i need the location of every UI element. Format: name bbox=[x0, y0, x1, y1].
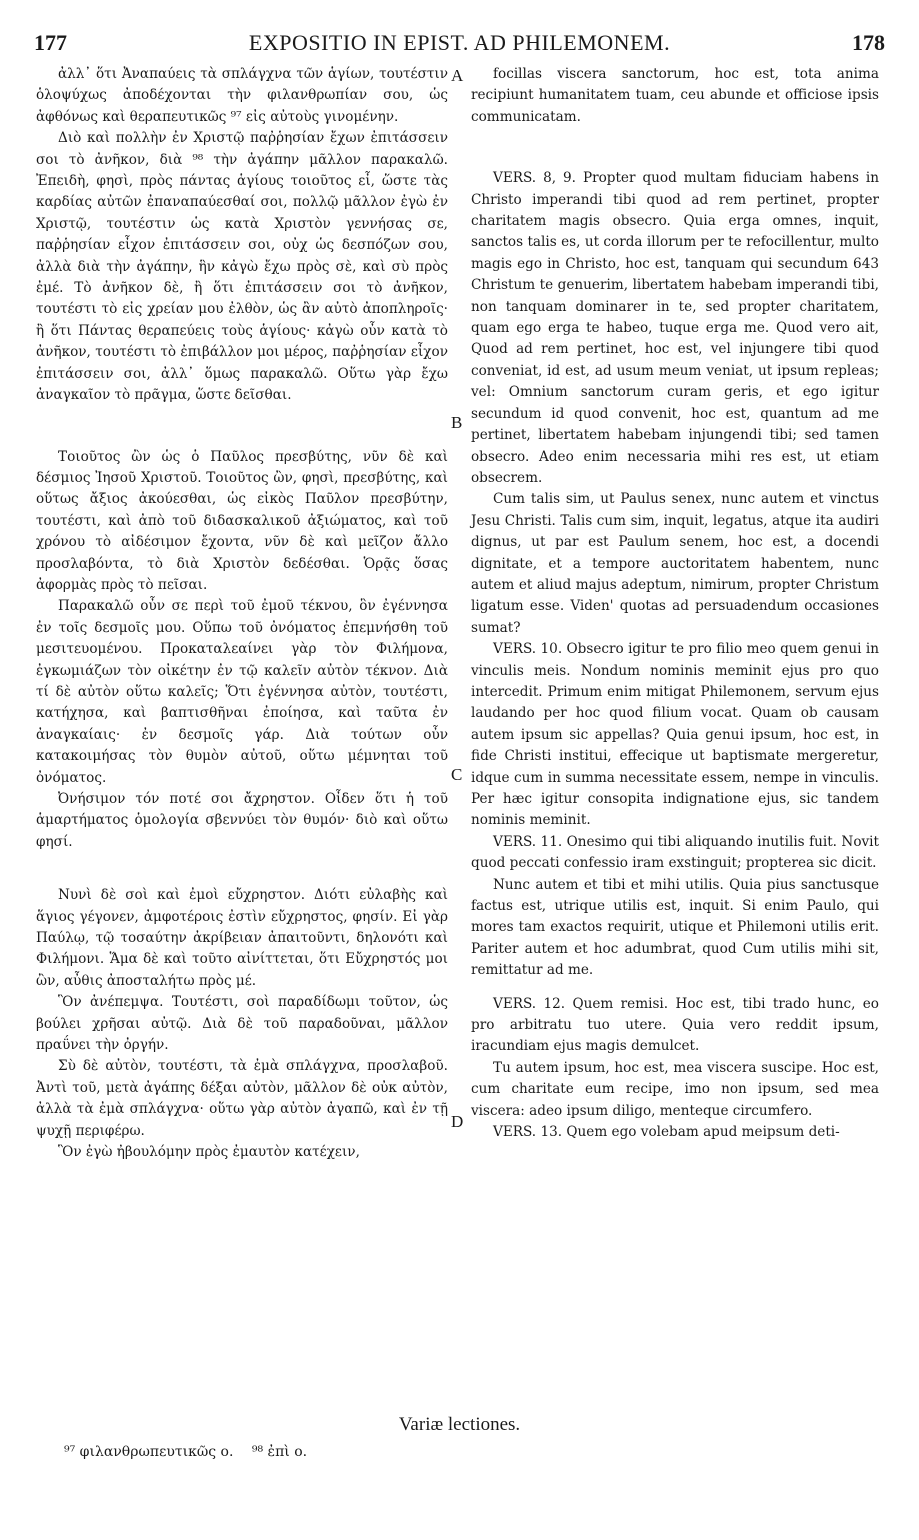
running-title: EXPOSITIO IN EPIST. AD PHILEMONEM. bbox=[248, 30, 671, 55]
paragraph-spacer bbox=[471, 982, 879, 994]
paragraph: Tu autem ipsum, hoc est, mea viscera suscipe. Hoc est, cum charitate eum recipe, imo non ipsum, sed mea viscera: adeo ipsum diligo, menteque circumfero. bbox=[471, 1059, 879, 1119]
page-number-left: 177 bbox=[34, 30, 67, 55]
paragraph: ἀλλ᾽ ὅτι Ἀναπαύεις τὰ σπλάγχνα τῶν ἁγίων, τουτέστιν ὁλοψύχως ἀποδέχονται τὴν φιλανθρωπίαν σου, ὡς ἀφθόνως καὶ θεραπευτικῶς ⁹⁷ εἰς αὐτοὺς γινομένην. bbox=[36, 66, 448, 125]
paragraph: Νυνὶ δὲ σοὶ καὶ ἐμοὶ εὔχρηστον. Διότι εὐλαβὴς καὶ ἅγιος γέγονεν, ἀμφοτέροις ἐστὶν εὔχρηστος, φησίν. Εἰ γὰρ Παύλῳ, τῷ τοσαύτην ἀκρίβειαν ἀπαιτοῦντι, δηλονότι καὶ Φιλήμονι. Ἅμα δὲ καὶ τοῦτο αἰνίττεται, ὅτι Εὔχρηστός μοι ὢν, αὖθις ἀποσταλήτω πρὸς μέ. bbox=[36, 887, 448, 989]
section-marker-c: C bbox=[451, 765, 463, 784]
paragraph: Nunc autem et tibi et mihi utilis. Quia pius sanctusque factus est, utrique utilis est, inquit. Si enim Paulo, qui mores tam exactos requirit, utique et Philemoni utilis erit. Pariter autem et hoc adumbrat, quod Cum utilis mihi sit, remittatur ad me. bbox=[471, 876, 879, 979]
greek-column bbox=[36, 64, 448, 1164]
section-marker-b: B bbox=[451, 413, 463, 432]
paragraph: focillas viscera sanctorum, hoc est, tota anima recipiunt humanitatem tuam, ceu abunde et officiose ipsis communicatam. bbox=[471, 66, 879, 125]
paragraph: Διὸ καὶ πολλὴν ἐν Χριστῷ παῤῥησίαν ἔχων ἐπιτάσσειν σοι τὸ ἀνῆκον, διὰ ⁹⁸ τὴν ἀγάπην μᾶλλον παρακαλῶ. Ἐπειδὴ, φησὶ, πρὸς πάντας ἁγίους τοιοῦτος εἶ, ὥστε τὰς καρδίας αὐτῶν ἐπαναπαύεσθαί σοι, πολλῷ μᾶλλον ἐγὼ ἐν Χριστῷ, τουτέστιν ὡς κατὰ Χριστὸν γεννήσας σε, παῤῥησίαν εἶχον ἐπιτάσσειν σοι, οὐχ ὡς δεσπόζων σου, ἀλλὰ διὰ τὴν ἀγάπην, ἣν κἀγὼ ἔχω πρὸς σὲ, καὶ σὺ πρὸς ἐμέ. Τὸ ἀνῆκον δὲ, ἢ ὅτι ἐπιτάσσειν σοι τὸ ἀνῆκον, τουτέστι τὸ εἰς χρείαν μου ἐλθὸν, ὡς ἂν αὐτὸ ἀποπληροῖς· ἢ ὅτι Πάντας θεραπεύεις τοὺς ἁγίους· κἀγὼ οὖν κατὰ τὸ ἀνῆκον, τουτέστι τὸ ἐπιβάλλον μοι μέρος, παῤῥησίαν εἶχον ἐπιτάσσειν σοι, ἀλλ᾽ ὅμως παρακαλῶ. Οὕτω γὰρ ἔχω ἀναγκαῖον τὸ πρᾶγμα, ὥστε δεῖσθαι. bbox=[36, 130, 448, 404]
paragraph: Ὃν ἐγὼ ἠβουλόμην πρὸς ἐμαυτὸν κατέχειν, bbox=[58, 1144, 360, 1161]
variae-lectiones-notes bbox=[64, 1444, 321, 1460]
running-header bbox=[34, 30, 885, 56]
section-marker-a: A bbox=[451, 66, 464, 85]
paragraph-spacer bbox=[471, 128, 879, 168]
paragraph: VERS. 12. Quem remisi. Hoc est, tibi trado hunc, eo pro arbitratu tuo utere. Quia vero reddit ipsum, iracundiam ejus magis demulcet. bbox=[471, 995, 879, 1055]
paragraph-spacer bbox=[36, 407, 448, 447]
variant-note: ⁹⁸ ἐπὶ ο. bbox=[251, 1444, 308, 1460]
paragraph: VERS. 11. Onesimo qui tibi aliquando inutilis fuit. Novit quod peccati confessio iram exstinguit; propterea sic dicit. bbox=[471, 833, 879, 872]
variant-note: ⁹⁷ φιλανθρωπευτικῶς ο. bbox=[64, 1444, 234, 1460]
paragraph: Παρακαλῶ οὖν σε περὶ τοῦ ἐμοῦ τέκνου, ὃν ἐγέννησα ἐν τοῖς δεσμοῖς μου. Οὕπω τοῦ ὀνόματος ἐπεμνήσθη τοῦ μεσιτευομένου. Προκαταλεαίνει γὰρ τὸν Φιλήμονα, ἐγκωμιάζων τὸν οἰκέτην ἐν τῷ καλεῖν αὐτὸν τέκνον. Διὰ τί δὲ αὐτὸν οὕτω καλεῖς; Ὅτι ἐγέννησα αὐτὸν, τουτέστι, κατήχησα, καὶ βαπτισθῆναι ἐποίησα, καὶ ταῦτα ἐν ἀναγκαίαις· ἐν δεσμοῖς γάρ. Διὰ τούτων οὖν κατακοιμήσας τὸν θυμὸν αὐτοῦ, οὕτω μέμνηται τοῦ ὀνόματος. bbox=[36, 598, 448, 786]
page-number-right: 178 bbox=[852, 30, 885, 55]
paragraph-spacer bbox=[36, 853, 448, 885]
paragraph: VERS. 8, 9. Propter quod multam fiduciam habens in Christo imperandi tibi quod ad rem pertinet, propter charitatem magis obsecro. Quia erga omnes, inquit, sanctos talis es, ut corda illorum per te refocillentur, multo magis ego in Christo, hoc est, tanquam qui secundum 643 Christum te genuerim, libertatem habebam imperandi tibi, non tanquam dominarer in te, sed propter charitatem, quam ego erga te habeo, tuque erga me. Quod vero ait, Quod ad rem pertinet, hoc est, vel injungere tibi quod conveniat, id est, ad usum meum veniat, ut ipsum repleas; vel: Omnium sanctorum curam geris, et ego igitur secundum id quod convenit, hoc est, quantum ad me pertinet, libertatem habebam injungendi tibi; sed tamen obsecro. Adeo enim necessaria mihi res est, ut etiam obsecrem. bbox=[471, 170, 879, 486]
paragraph: Cum talis sim, ut Paulus senex, nunc autem et vinctus Jesu Christi. Talis cum sim, inquit, legatus, atque ita audiri dignus, ut par est Paulum senem, hoc est, a docendi dignitate, et a tempore auctoritatem habentem, nunc autem et aliud majus adeptum, nimirum, propter Christum ligatum esse. Viden' quotas ad persuadendum occasiones sumat? bbox=[471, 491, 879, 636]
latin-column bbox=[471, 64, 879, 1144]
paragraph: Ὃν ἀνέπεμψα. Τουτέστι, σοὶ παραδίδωμι τοῦτον, ὡς βούλει χρῆσαι αὐτῷ. Διὰ δὲ τοῦ παραδοῦναι, μᾶλλον πραΰνει τὴν ὀργήν. bbox=[36, 994, 448, 1054]
paragraph: Τοιοῦτος ὢν ὡς ὁ Παῦλος πρεσβύτης, νῦν δὲ καὶ δέσμιος Ἰησοῦ Χριστοῦ. Τοιοῦτος ὢν, φησὶ, πρεσβύτης, καὶ οὕτως ἄξιος ἀκούεσθαι, ὡς εἰκὸς Παῦλον πρεσβύτην, τουτέστι, καὶ ἀπὸ τοῦ διδασκαλικοῦ ἀξιώματος, καὶ τοῦ χρόνου τὸ αἰδέσιμον ἔχοντα, νῦν δὲ καὶ μεῖζον ἄλλο προσλαβόντα, τὸ διὰ Χριστὸν δεδέσθαι. Ὁρᾷς ὅσας ἀφορμὰς πρὸς τὸ πεῖσαι. bbox=[36, 448, 448, 593]
paragraph: VERS. 10. Obsecro igitur te pro filio meo quem genui in vinculis meis. Nondum nominis meminit ejus pro quo intercedit. Primum enim mitigat Philemonem, servum ejus laudando per hoc quod filium vocat. Quam ob causam autem ipsum sic appellas? Quia genui ipsum, hoc est, in fide Christi institui, effecique ut baptismate mergeretur, idque cum in summa necessitate essem, nempe in vinculis. Per hæc igitur consopita indignatione ejus, sic tandem nominis meminit. bbox=[471, 641, 879, 829]
paragraph: Σὺ δὲ αὐτὸν, τουτέστι, τὰ ἐμὰ σπλάγχνα, προσλαβοῦ. Ἀντὶ τοῦ, μετὰ ἀγάπης δέξαι αὐτὸν, μᾶλλον δὲ οὐκ αὐτὸν, ἀλλὰ τὰ ἐμὰ σπλάγχνα· οὕτω γὰρ αὐτὸν ἀγαπῶ, καὶ ἐν τῇ ψυχῇ περιφέρω. bbox=[36, 1058, 448, 1139]
paragraph: VERS. 13. Quem ego volebam apud meipsum deti- bbox=[493, 1124, 840, 1141]
variae-lectiones-title: Variæ lectiones. bbox=[398, 1414, 521, 1435]
paragraph: Ὀνήσιμον τόν ποτέ σοι ἄχρηστον. Οἶδεν ὅτι ἡ τοῦ ἁμαρτήματος ὁμολογία σβεννύει τὸν θυμόν· διὸ καὶ οὕτω φησί. bbox=[36, 791, 448, 850]
section-marker-d: D bbox=[451, 1112, 464, 1131]
